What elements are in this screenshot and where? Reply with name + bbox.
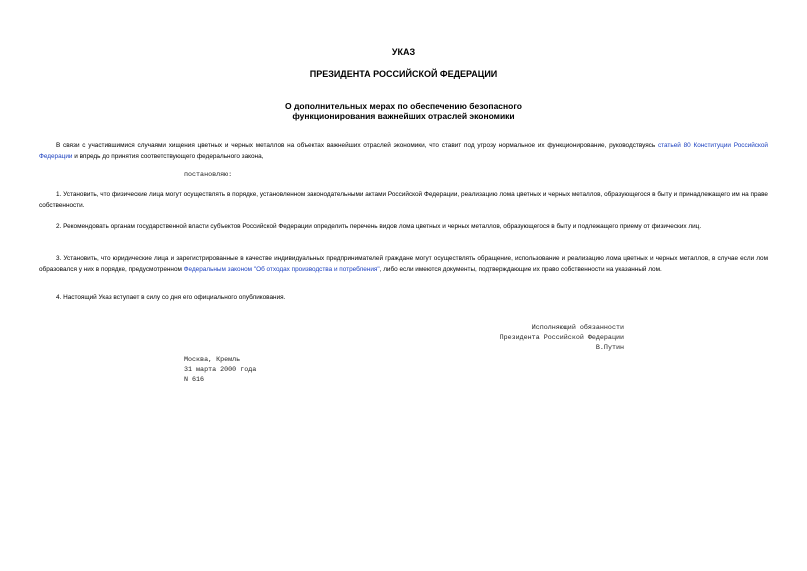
place-line: Москва, Кремль <box>184 356 241 364</box>
item-4-paragraph: 4. Настоящий Указ вступает в силу со дня его официального опубликования. <box>56 294 286 301</box>
decree-subject-line1: О дополнительных мерах по обеспечению безопасного <box>285 101 522 111</box>
decree-word: постановляю: <box>184 171 233 179</box>
signature-position-line1: Исполняющий обязанности <box>531 324 624 332</box>
item-2-paragraph: 2. Рекомендовать органам государственной власти субъектов Российской Федерации определить перечень видов лома цветных и черных металлов, образующегося в быту и подлежащего приему от физических лиц. <box>56 223 702 230</box>
date-line: 31 марта 2000 года <box>184 366 257 374</box>
decree-subject-line2: функционирования важнейших отраслей экономики <box>292 111 515 121</box>
constitution-article-link[interactable]: статьей 80 Конституции Российской Федерации <box>39 142 768 160</box>
signatory-name: В.Путин <box>595 344 624 352</box>
signature-position-line2: Президента Российской Федерации <box>499 334 624 342</box>
document-type-title: УКАЗ <box>391 47 416 57</box>
item-3-text: 3. Установить, что юридические лица и зарегистрированные в качестве индивидуальных предпринимателей граждане могут осуществлять обращение, использование и реализацию лома цветных и черных металлов, в случае если лом образовался у них в порядке, предусмотренном <box>39 255 768 273</box>
preamble-text: В связи с участившимися случаями хищения цветных и черных металлов на объектах важнейших отраслей экономики, что ставит под угрозу нормальное их функционирование, руководствуясь <box>56 142 658 149</box>
preamble-paragraph <box>39 140 768 162</box>
item-1-paragraph: 1. Установить, что физические лица могут осуществлять в порядке, установленном законодательными актами Российской Федерации, реализацию лома цветных и черных металлов, образующегося в быту и принадлежащего им на праве собственности. <box>39 191 768 209</box>
item-3-paragraph <box>39 253 768 275</box>
item-3-text-end: , либо если имеются документы, подтверждающие их право собственности на указанный лом. <box>379 266 662 273</box>
federal-law-link[interactable]: Федеральным законом "Об отходах производства и потребления" <box>183 266 380 273</box>
decree-number: N 616 <box>184 376 205 384</box>
issuer-title: ПРЕЗИДЕНТА РОССИЙСКОЙ ФЕДЕРАЦИИ <box>309 69 498 79</box>
preamble-text-end: и впредь до принятия соответствующего федерального закона, <box>72 153 264 160</box>
